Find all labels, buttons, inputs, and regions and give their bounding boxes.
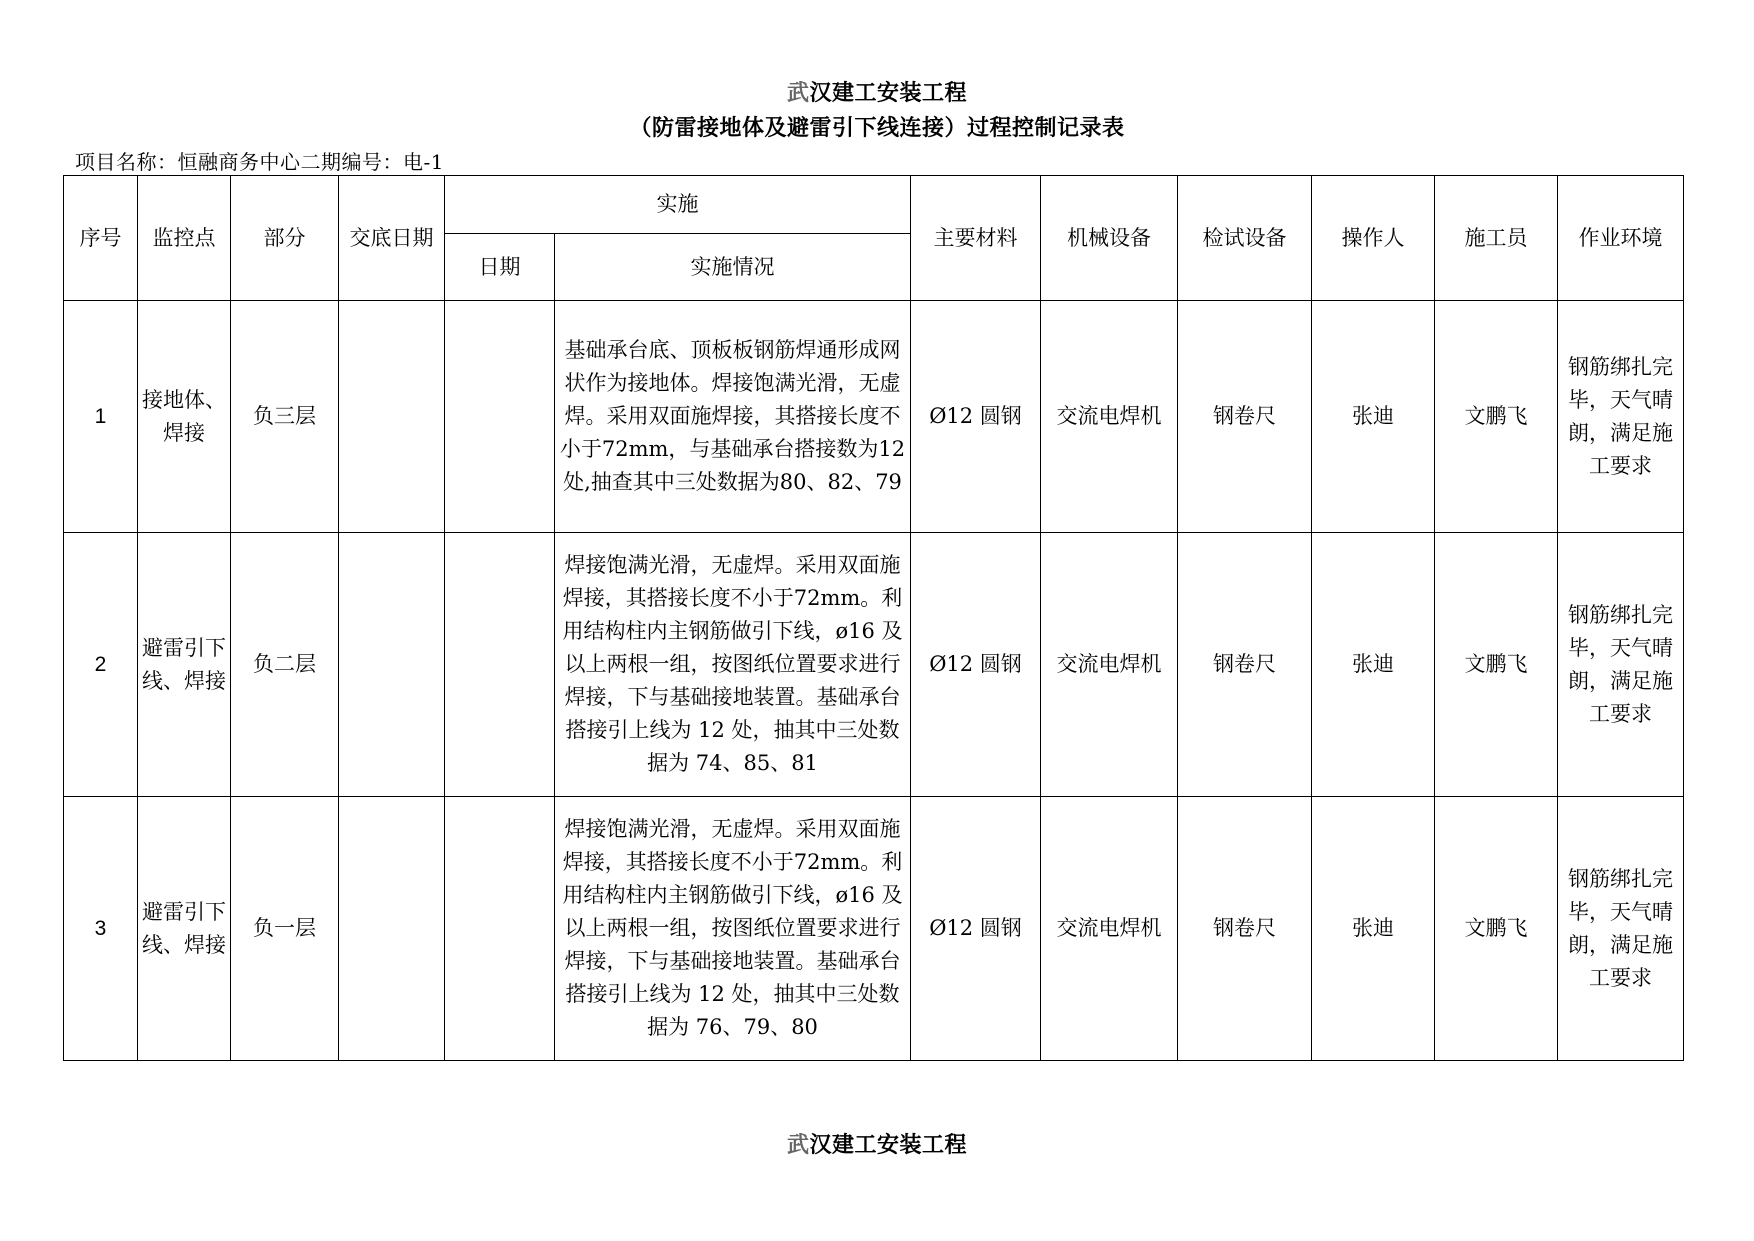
cell-date <box>445 797 555 1061</box>
cell-date <box>445 301 555 533</box>
header-seq: 序号 <box>64 176 138 301</box>
cell-environment: 钢筋绑扎完毕，天气晴朗，满足施工要求 <box>1558 797 1684 1061</box>
cell-worker: 文鹏飞 <box>1435 797 1558 1061</box>
cell-environment: 钢筋绑扎完毕，天气晴朗，满足施工要求 <box>1558 533 1684 797</box>
title-rest: 汉建工安装工程 <box>809 81 968 106</box>
cell-monitor: 避雷引下线、焊接 <box>138 533 231 797</box>
cell-material: Ø12 圆钢 <box>911 797 1041 1061</box>
cell-detail: 焊接饱满光滑，无虚焊。采用双面施焊接，其搭接长度不小于72mm。利用结构柱内主钢筋做引下线，ø16 及以上两根一组，按图纸位置要求进行焊接，下与基础接地装置。基础承台搭接引上线为 12 处，抽其中三处数据为 76、79、80 <box>555 797 911 1061</box>
cell-seq: 3 <box>64 797 138 1061</box>
header-implementation: 实施 <box>445 176 911 234</box>
cell-operator: 张迪 <box>1312 301 1435 533</box>
next-page-title <box>0 1128 1754 1159</box>
cell-handover-date <box>339 533 445 797</box>
cell-part: 负二层 <box>231 533 339 797</box>
cell-operator: 张迪 <box>1312 797 1435 1061</box>
header-implementation-detail: 实施情况 <box>555 234 911 301</box>
cell-machine: 交流电焊机 <box>1041 797 1178 1061</box>
cell-part: 负三层 <box>231 301 339 533</box>
header-test-equipment: 检试设备 <box>1178 176 1312 301</box>
page-title <box>0 76 1754 107</box>
cell-worker: 文鹏飞 <box>1435 533 1558 797</box>
header-part: 部分 <box>231 176 339 301</box>
cell-test-equipment: 钢卷尺 <box>1178 533 1312 797</box>
cell-seq: 1 <box>64 301 138 533</box>
cell-part: 负一层 <box>231 797 339 1061</box>
cell-environment: 钢筋绑扎完毕，天气晴朗，满足施工要求 <box>1558 301 1684 533</box>
header-worker: 施工员 <box>1435 176 1558 301</box>
table-row <box>64 301 1684 533</box>
table-row <box>64 533 1684 797</box>
header-material: 主要材料 <box>911 176 1041 301</box>
cell-detail: 基础承台底、顶板板钢筋焊通形成网状作为接地体。焊接饱满光滑，无虚焊。采用双面施焊接，其搭接长度不小于72mm，与基础承台搭接数为12处,抽查其中三处数据为80、82、79 <box>555 301 911 533</box>
cell-handover-date <box>339 301 445 533</box>
header-operator: 操作人 <box>1312 176 1435 301</box>
cell-monitor: 避雷引下线、焊接 <box>138 797 231 1061</box>
cell-monitor: 接地体、焊接 <box>138 301 231 533</box>
header-machine: 机械设备 <box>1041 176 1178 301</box>
record-table <box>63 175 1684 1061</box>
title-first-char: 武 <box>786 1133 810 1158</box>
header-handover-date: 交底日期 <box>339 176 445 301</box>
cell-machine: 交流电焊机 <box>1041 533 1178 797</box>
header-environment: 作业环境 <box>1558 176 1684 301</box>
table-row <box>64 797 1684 1061</box>
title-first-char: 武 <box>786 81 810 106</box>
cell-handover-date <box>339 797 445 1061</box>
page-subtitle: （防雷接地体及避雷引下线连接）过程控制记录表 <box>629 116 1125 141</box>
cell-material: Ø12 圆钢 <box>911 533 1041 797</box>
header-date: 日期 <box>445 234 555 301</box>
header-monitor: 监控点 <box>138 176 231 301</box>
cell-worker: 文鹏飞 <box>1435 301 1558 533</box>
cell-material: Ø12 圆钢 <box>911 301 1041 533</box>
cell-date <box>445 533 555 797</box>
title-rest: 汉建工安装工程 <box>809 1133 968 1158</box>
cell-test-equipment: 钢卷尺 <box>1178 301 1312 533</box>
cell-machine: 交流电焊机 <box>1041 301 1178 533</box>
cell-test-equipment: 钢卷尺 <box>1178 797 1312 1061</box>
project-info: 项目名称：恒融商务中心二期编号：电-1 <box>75 150 444 174</box>
cell-operator: 张迪 <box>1312 533 1435 797</box>
cell-seq: 2 <box>64 533 138 797</box>
cell-detail: 焊接饱满光滑，无虚焊。采用双面施焊接，其搭接长度不小于72mm。利用结构柱内主钢筋做引下线，ø16 及以上两根一组，按图纸位置要求进行焊接，下与基础接地装置。基础承台搭接引上线为 12 处，抽其中三处数据为 74、85、81 <box>555 533 911 797</box>
